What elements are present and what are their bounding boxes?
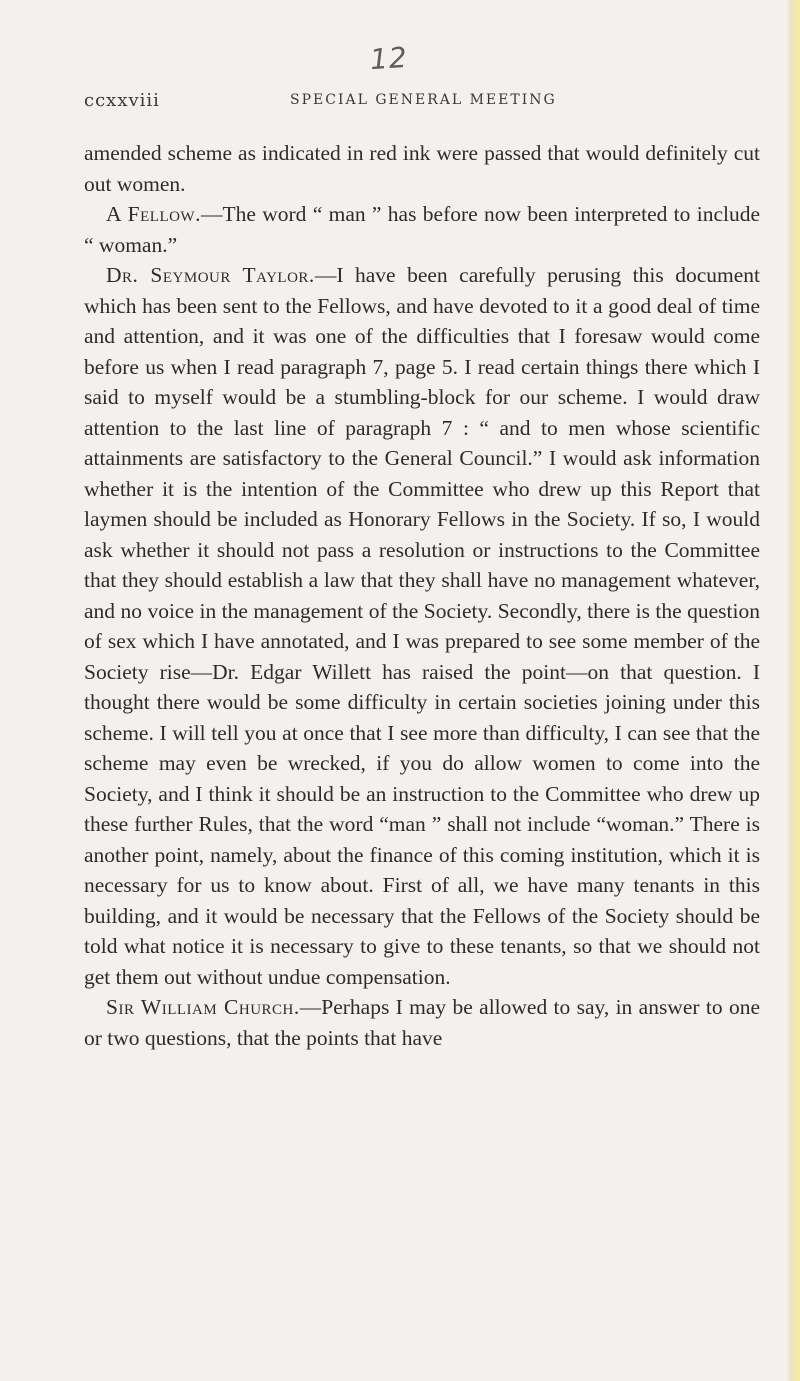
body-text: [84, 138, 760, 1053]
paragraph-fellow: [84, 199, 760, 260]
paragraph-text: —Perhaps I may be allowed to say, in answer to one or two questions, that the points that have: [84, 995, 760, 1050]
paragraph-seymour-taylor: [84, 260, 760, 992]
paragraph-text: amended scheme as indicated in red ink were passed that would definitely cut out women.: [84, 141, 760, 196]
paragraph-text: —I have been carefully perusing this document which has been sent to the Fellows, and have devoted to it a good deal of time and attention, and it was one of the difficulties that I foresaw would come before us when I read paragraph 7, page 5. I read certain things there which I said to myself would be a stumbling-block for our scheme. I would draw attention to the last line of paragraph 7 : “ and to men whose scientific attainments are satisfactory to the General Council.” I would ask information whether it is the intention of the Committee who drew up this Report that laymen should be included as Honorary Fellows in the Society. If so, I would ask whether it should not pass a resolution or instructions to the Committee that they should establish a law that they shall have no management whatever, and no voice in the management of the Society. Secondly, there is the question of sex which I have annotated, and I was prepared to see some member of the Society rise—Dr. Edgar Willett has raised the point—on that question. I thought there would be some difficulty in certain societies joining under this scheme. I will tell you at once that I see more than difficulty, I can see that the scheme may even be wrecked, if you do allow women to come into the Society, and I think it should be an instruction to the Committee who drew up these further Rules, that the word “man ” shall not include “woman.” There is another point, namely, about the finance of this coming institution, which it is necessary for us to know about. First of all, we have many tenants in this building, and it would be necessary that the Fellows of the Society should be told what notice it is necessary to give to these tenants, so that we should not get them out without undue compensation.: [84, 263, 760, 989]
speaker-name: A Fellow.: [106, 202, 201, 226]
speaker-name: Dr. Seymour Taylor.: [106, 263, 315, 287]
paragraph-continuation: [84, 138, 760, 199]
speaker-name: Sir William Church.: [106, 995, 300, 1019]
header-title: SPECIAL GENERAL MEETING: [290, 92, 557, 108]
handwritten-annotation: 12: [368, 40, 409, 77]
paragraph-text: —The word “ man ” has before now been interpreted to include “ woman.”: [84, 202, 761, 257]
paragraph-william-church: [84, 992, 760, 1053]
running-header: [84, 90, 760, 116]
page-number: ccxxviii: [84, 90, 160, 111]
page-edge: [786, 0, 800, 1381]
